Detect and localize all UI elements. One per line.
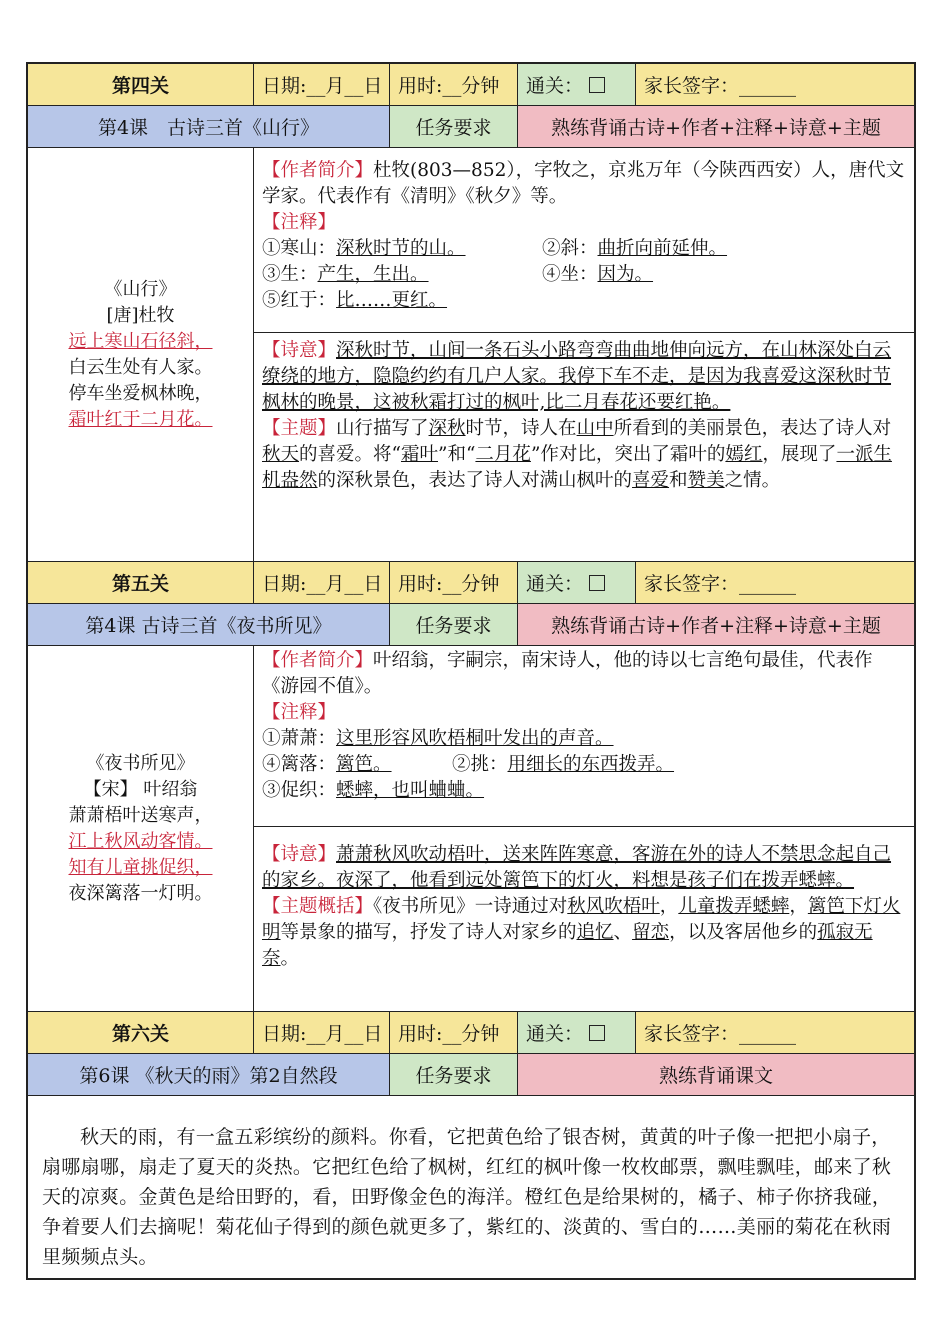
theme-text: ，以及客居他乡的 <box>669 922 818 943</box>
author-intro <box>262 648 906 700</box>
pass-checkbox[interactable] <box>589 575 605 591</box>
level5-title: 第五关 <box>28 562 254 603</box>
pass-label: 通关： <box>526 1023 584 1045</box>
meaning-tag: 【诗意】 <box>262 340 337 361</box>
level5-header-row <box>28 562 914 604</box>
level4-lesson: 第4课 古诗三首《山行》 <box>28 106 390 147</box>
notes-line <box>262 778 906 804</box>
level4-title: 第四关 <box>28 64 254 105</box>
pass-checkbox[interactable] <box>589 77 605 93</box>
author-tag: 【作者简介】 <box>262 650 374 671</box>
level6-lesson-row <box>28 1054 914 1096</box>
task-label: 任务要求 <box>390 106 518 147</box>
theme-keyword: 一派生机盎然 <box>262 444 892 491</box>
meaning-text: 萧萧秋风吹动梧叶，送来阵阵寒意，客游在外的诗人不禁思念起自己的家乡。夜深了，他看到远处篱笆下的灯火，料想是孩子们在拨弄蟋蟀。 <box>262 844 892 891</box>
theme-keyword: 深秋 <box>428 418 466 439</box>
divider <box>254 332 914 333</box>
level5-content <box>28 646 914 1012</box>
theme-keyword: 秋天 <box>262 444 300 465</box>
poem-author: 【宋】 叶绍翁 <box>83 778 198 800</box>
poem-line: 停车坐爱枫林晚， <box>68 382 213 404</box>
theme-keyword: 赞美 <box>687 470 725 491</box>
divider <box>254 826 914 827</box>
note-value: 曲折向前延伸。 <box>597 238 728 259</box>
poem-title: 《山行》 <box>104 278 177 300</box>
level4-notes-block <box>254 158 914 326</box>
level4-poem <box>28 148 254 561</box>
poem-line: 远上寒山石径斜， <box>68 330 213 352</box>
theme-text: 等景象的描写，抒发了诗人对家乡的 <box>280 922 577 943</box>
parent-sign-field[interactable]: 家长签字：______ <box>636 1012 914 1053</box>
date-field[interactable]: 日期:__月__日 <box>254 1012 390 1053</box>
theme-keyword: 秋风吹梧叶 <box>567 896 660 917</box>
level5-lesson: 第4课 古诗三首《夜书所见》 <box>28 604 390 645</box>
level5-notes-block <box>254 648 914 818</box>
theme-text: ”和“ <box>438 444 476 465</box>
poem-line: 萧萧梧叶送寒声， <box>68 804 213 826</box>
note-key: ①寒山： <box>262 238 337 259</box>
pass-checkbox[interactable] <box>589 1025 605 1041</box>
poem-line: 知有儿童挑促织， <box>68 856 213 878</box>
note-key: ②挑： <box>452 754 508 775</box>
note-value: 这里形容风吹梧桐叶发出的声音。 <box>336 728 614 749</box>
note-value: 深秋时节的山。 <box>336 238 466 259</box>
theme-keyword: 山中 <box>576 418 614 439</box>
level6-title: 第六关 <box>28 1012 254 1053</box>
theme-text: 之情。 <box>724 470 781 491</box>
author-intro <box>262 158 906 210</box>
theme-keyword: 二月花 <box>475 444 531 465</box>
pass-field[interactable] <box>518 64 636 105</box>
level4-lesson-row <box>28 106 914 148</box>
level4-requirement: 熟练背诵古诗+作者+注释+诗意+主题 <box>518 106 914 147</box>
poem-title: 《夜书所见》 <box>86 752 195 774</box>
notes-tag: 【注释】 <box>262 702 337 723</box>
task-label: 任务要求 <box>390 604 518 645</box>
note-key: ③促织： <box>262 780 337 801</box>
level5-poem <box>28 646 254 1011</box>
meaning <box>262 338 906 416</box>
parent-sign-field[interactable]: 家长签字：______ <box>636 562 914 603</box>
theme-text: 的喜爱。将“ <box>299 444 401 465</box>
theme-text: ， <box>659 896 679 917</box>
pass-field[interactable] <box>518 1012 636 1053</box>
theme <box>262 416 906 494</box>
theme-keyword: 嫣红 <box>725 444 763 465</box>
theme-text: ， <box>789 896 808 917</box>
theme-text: 时节，诗人在 <box>465 418 577 439</box>
note-key: ③生： <box>262 264 318 285</box>
author-text: 叶绍翁，字嗣宗，南宋诗人，他的诗以七言绝句最佳，代表作《游园不值》。 <box>262 650 873 697</box>
time-field[interactable]: 用时:__分钟 <box>390 562 518 603</box>
notes-line <box>262 752 906 778</box>
notes-line <box>262 262 906 288</box>
theme-text: 所看到的美丽景色，表达了诗人对 <box>613 418 892 439</box>
note-key: ⑤红于： <box>262 290 337 311</box>
theme-text: 山行描写了 <box>336 418 429 439</box>
note-value: 蟋蟀，也叫蛐蛐。 <box>336 780 485 801</box>
theme-text: 的深秋景色，表达了诗人对满山枫叶的 <box>317 470 633 491</box>
notes-tag: 【注释】 <box>262 212 337 233</box>
theme-keyword: 篱笆下灯火明 <box>262 896 901 943</box>
notes-line <box>262 236 906 262</box>
note-value: 产生，生出。 <box>317 264 429 285</box>
theme-text: 。 <box>280 948 300 969</box>
theme-tag: 【主题概括】 <box>262 896 374 917</box>
pass-field[interactable] <box>518 562 636 603</box>
theme-text: 、 <box>613 922 633 943</box>
level6-content <box>28 1096 914 1278</box>
time-field[interactable]: 用时:__分钟 <box>390 64 518 105</box>
note-value: 篱笆。 <box>336 754 392 775</box>
poem-line: 霜叶红于二月花。 <box>68 408 213 430</box>
date-field[interactable]: 日期:__月__日 <box>254 562 390 603</box>
lesson-text: 秋天的雨，有一盒五彩缤纷的颜料。你看，它把黄色给了银杏树，黄黄的叶子像一把把小扇子，扇哪扇哪，扇走了夏天的炎热。它把红色给了枫树，红红的枫叶像一枚枚邮票，飘哇飘哇，邮来了秋天的凉爽。金黄色是给田野的，看，田野像金色的海洋。橙红色是给果树的，橘子、柿子你挤我碰，争着要人们去摘呢！菊花仙子得到的颜色就更多了，紫红的、淡黄的、雪白的……美丽的菊花在秋雨里频频点头。 <box>42 1126 892 1268</box>
note-key: ①萧萧： <box>262 728 337 749</box>
theme-keyword: 儿童拨弄蟋蟀 <box>678 896 790 917</box>
author-tag: 【作者简介】 <box>262 160 374 181</box>
poem-line: 江上秋风动客情。 <box>68 830 213 852</box>
note-key: ②斜： <box>542 238 598 259</box>
task-label: 任务要求 <box>390 1054 518 1095</box>
pass-label: 通关： <box>526 573 584 595</box>
note-key: ④篱落： <box>262 754 337 775</box>
note-value: 用细长的东西拨弄。 <box>507 754 675 775</box>
level4-meaning-block <box>254 338 914 494</box>
poem-line: 白云生处有人家。 <box>68 356 213 378</box>
author-text: 杜牧(803—852），字牧之，京兆万年（今陕西西安）人，唐代文学家。代表作有《清明》《秋夕》等。 <box>262 160 905 207</box>
theme <box>262 894 906 972</box>
time-field[interactable]: 用时:__分钟 <box>390 1012 518 1053</box>
note-key: ④坐： <box>542 264 598 285</box>
level5-meaning-block <box>254 842 914 972</box>
level5-lesson-row <box>28 604 914 646</box>
note-value: 因为。 <box>597 264 654 285</box>
theme-keyword: 孤寂无奈 <box>262 922 873 969</box>
theme-keyword: 喜爱 <box>632 470 670 491</box>
theme-keyword: 追忆 <box>576 922 614 943</box>
parent-sign-field[interactable]: 家长签字：______ <box>636 64 914 105</box>
worksheet <box>26 62 916 1280</box>
date-field[interactable]: 日期:__月__日 <box>254 64 390 105</box>
meaning <box>262 842 906 894</box>
level6-lesson: 第6课 《秋天的雨》第2自然段 <box>28 1054 390 1095</box>
level6-header-row <box>28 1012 914 1054</box>
note-value: 比……更红。 <box>336 290 448 311</box>
level5-requirement: 熟练背诵古诗+作者+注释+诗意+主题 <box>518 604 914 645</box>
poem-author: [唐]杜牧 <box>106 304 175 326</box>
meaning-tag: 【诗意】 <box>262 844 337 865</box>
theme-text: 和 <box>669 470 688 491</box>
notes-line <box>262 288 906 314</box>
notes-line <box>262 726 906 752</box>
theme-keyword: 留恋 <box>632 922 670 943</box>
level4-content <box>28 148 914 562</box>
level6-requirement: 熟练背诵课文 <box>518 1054 914 1095</box>
level4-header-row <box>28 64 914 106</box>
pass-label: 通关： <box>526 75 584 97</box>
theme-keyword: 霜叶 <box>400 444 438 465</box>
theme-text: 《夜书所见》一诗通过对 <box>373 896 568 917</box>
theme-text: ，展现了 <box>762 444 837 465</box>
theme-tag: 【主题】 <box>262 418 337 439</box>
theme-text: ”作对比，突出了霜叶的 <box>530 444 726 465</box>
poem-line: 夜深篱落一灯明。 <box>68 882 213 904</box>
meaning-text: 深秋时节，山间一条石头小路弯弯曲曲地伸向远方，在山林深处白云缭绕的地方，隐隐约约有几户人家。我停下车不走，是因为我喜爱这深秋时节枫林的晚景，这被秋霜打过的枫叶,比二月春花还要红艳。 <box>262 340 892 413</box>
